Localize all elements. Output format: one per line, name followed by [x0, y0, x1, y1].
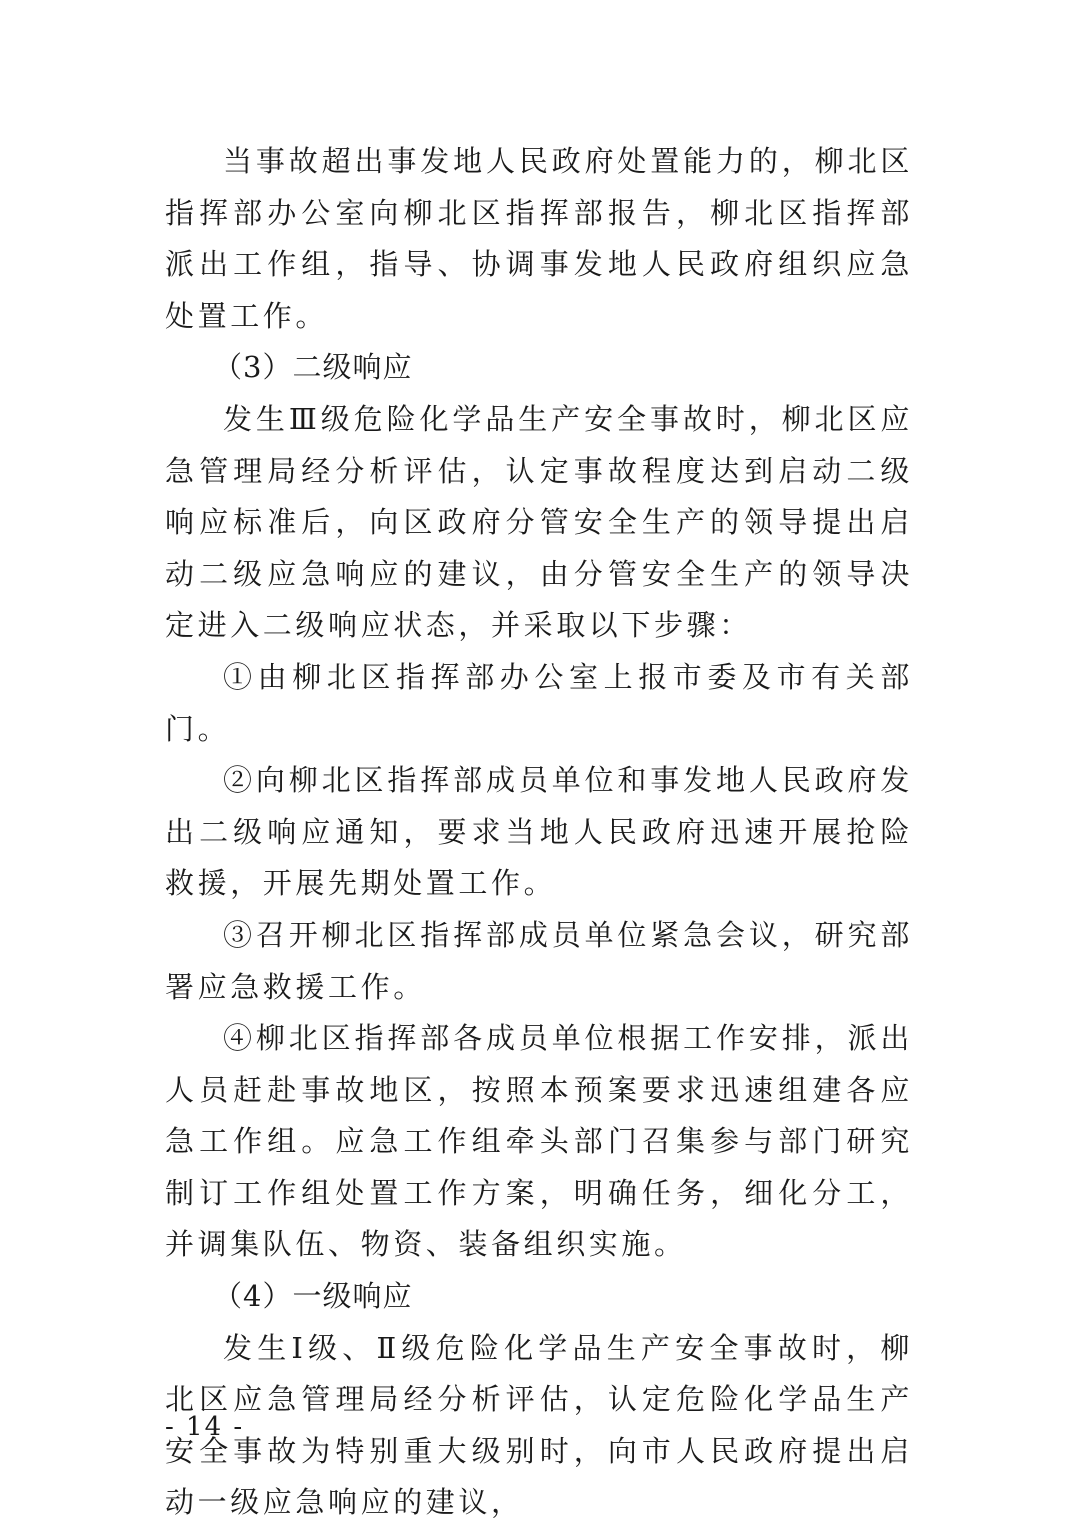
document-body: [165, 136, 913, 1529]
heading-level-two-response: （3）二级响应: [213, 350, 413, 385]
paragraph-level-two-trigger: 发生Ⅲ级危险化学品生产安全事故时，柳北区应急管理局经分析评估，认定事故程度达到启动二级响应标准后，向区政府分管安全生产的领导提出启动二级应急响应的建议，由分管安全生产的领导决定进入二级响应状态，并采取以下步骤：: [165, 401, 913, 643]
paragraph-step-4: ④柳北区指挥部各成员单位根据工作安排，派出人员赶赴事故地区，按照本预案要求迅速组建各应急工作组。应急工作组牵头部门召集参与部门研究制订工作组处置工作方案，明确任务，细化分工，并调集队伍、物资、装备组织实施。: [165, 1021, 913, 1262]
paragraph-escalation-report: 当事故超出事发地人民政府处置能力的，柳北区指挥部办公室向柳北区指挥部报告，柳北区指挥部派出工作组，指导、协调事发地人民政府组织应急处置工作。: [165, 144, 913, 333]
page-number: - 14 -: [165, 1412, 245, 1442]
paragraph-step-1: ①由柳北区指挥部办公室上报市委及市有关部门。: [165, 659, 913, 746]
paragraph-level-one-trigger: 发生Ⅰ级、Ⅱ级危险化学品生产安全事故时，柳北区应急管理局经分析评估，认定危险化学品生产安全事故为特别重大级别时，向市人民政府提出启动一级应急响应的建议，: [165, 1330, 913, 1520]
heading-level-one-response: （4）一级响应: [213, 1279, 413, 1314]
paragraph-step-3: ③召开柳北区指挥部成员单位紧急会议，研究部署应急救援工作。: [165, 917, 913, 1004]
paragraph-step-2: ②向柳北区指挥部成员单位和事发地人民政府发出二级响应通知，要求当地人民政府迅速开展抢险救援，开展先期处置工作。: [165, 763, 913, 901]
